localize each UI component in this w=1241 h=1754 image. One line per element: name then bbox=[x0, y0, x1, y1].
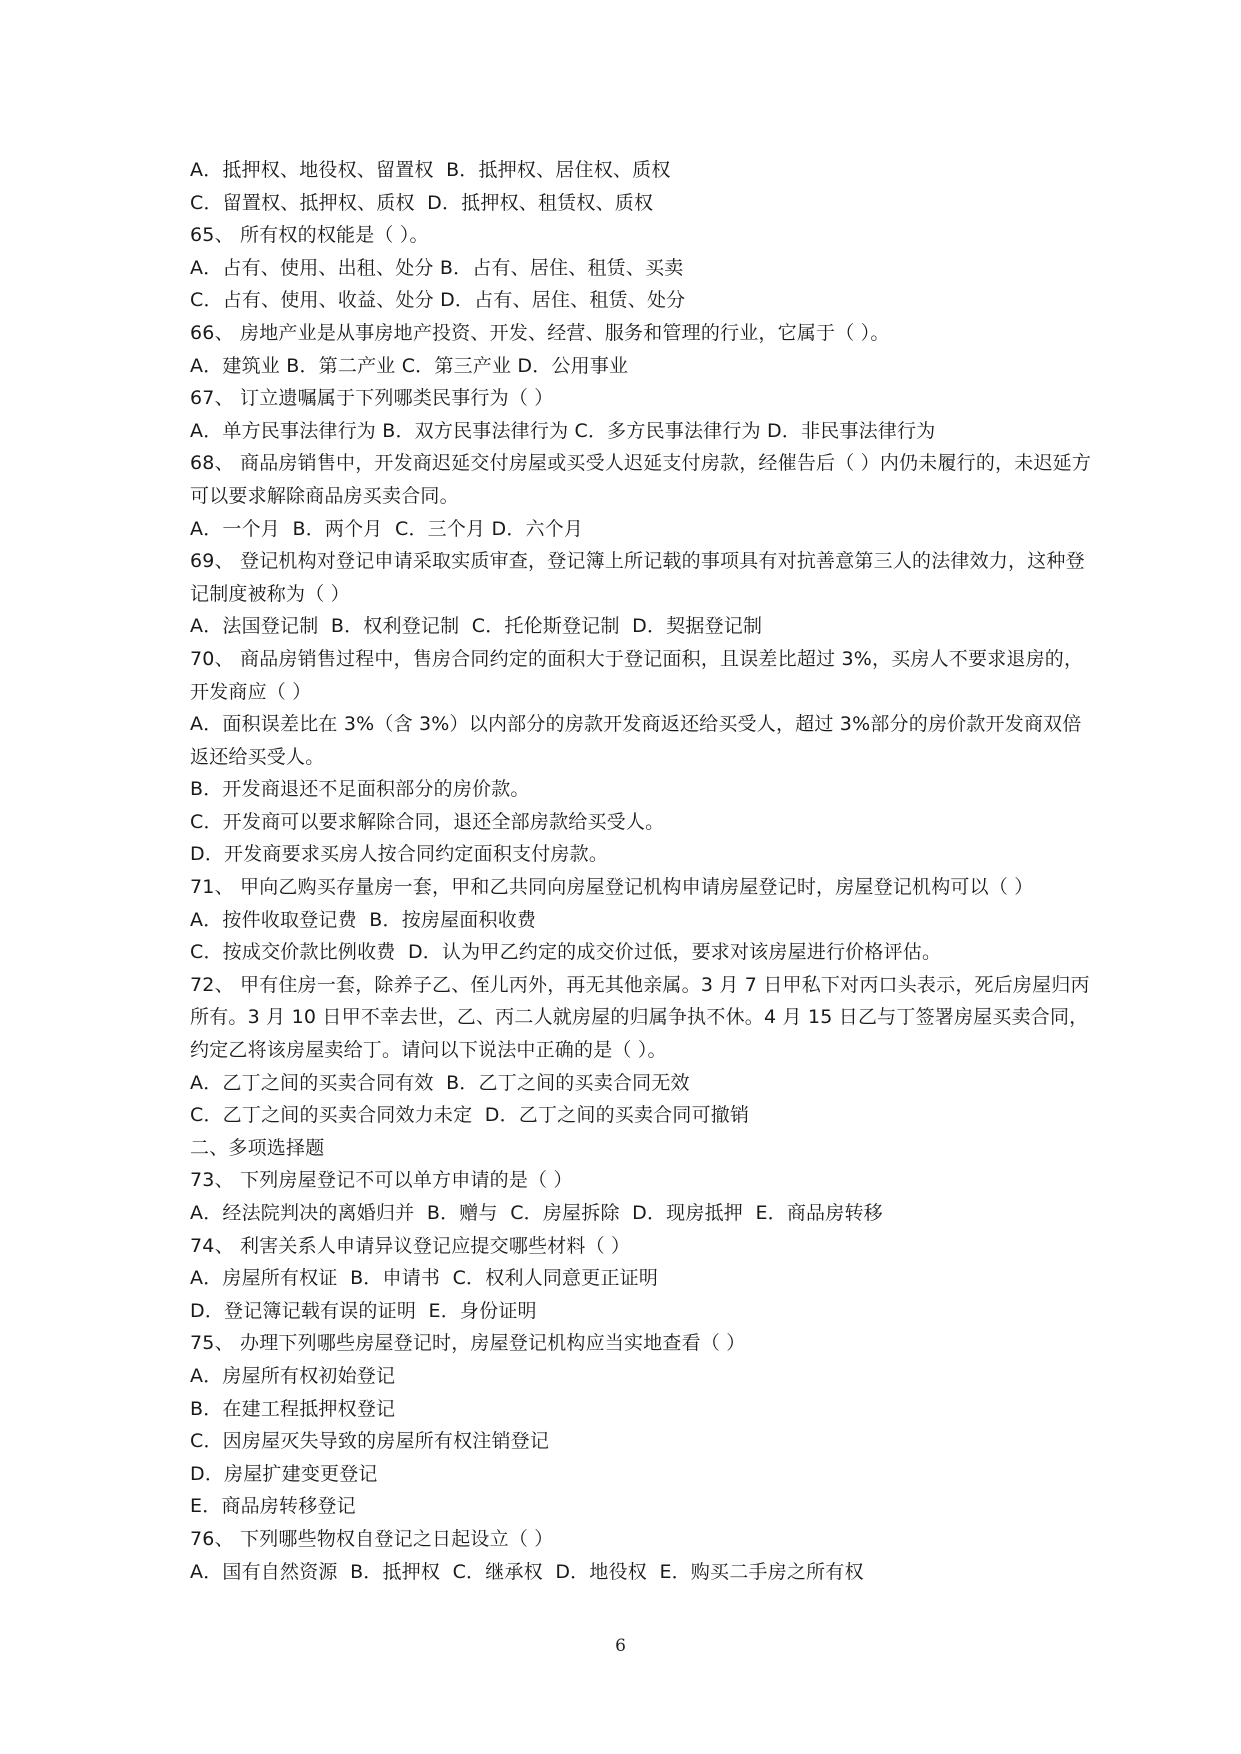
text-line: A．建筑业 B．第二产业 C．第三产业 D．公用事业 bbox=[190, 354, 629, 377]
question-68: 68、 商品房销售中，开发商迟延交付房屋或买受人迟延支付房款，经催告后（ ）内仍未履行的，未迟延方 bbox=[190, 452, 1092, 475]
text-line: 所有。3 月 10 日甲不幸去世，乙、丙二人就房屋的归属争执不休。4 月 15 日乙与丁签署房屋买卖合同， bbox=[190, 1006, 1089, 1029]
question-72: 72、 甲有住房一套，除养子乙、侄儿丙外，再无其他亲属。3 月 7 日甲私下对丙口头表示，死后房屋归丙 bbox=[190, 973, 1090, 996]
document-body bbox=[190, 154, 1092, 1588]
text-line: D．开发商要求买房人按合同约定面积支付房款。 bbox=[190, 843, 609, 866]
text-line: B．开发商退还不足面积部分的房价款。 bbox=[190, 778, 530, 801]
question-69: 69、 登记机构对登记申请采取实质审查，登记簿上所记载的事项具有对抗善意第三人的法律效力，这种登 bbox=[190, 550, 1085, 573]
text-line: 约定乙将该房屋卖给丁。请问以下说法中正确的是（ ）。 bbox=[190, 1039, 667, 1062]
text-line: C．乙丁之间的买卖合同效力未定 D．乙丁之间的买卖合同可撤销 bbox=[190, 1104, 750, 1127]
text-line: A．一个月 B．两个月 C．三个月 D．六个月 bbox=[190, 517, 584, 540]
text-line: A．面积误差比在 3%（含 3%）以内部分的房款开发商返还给买受人，超过 3%部分的房价款开发商双倍 bbox=[190, 713, 1082, 736]
text-line: E．商品房转移登记 bbox=[190, 1495, 356, 1518]
text-line: A．抵押权、地役权、留置权 B．抵押权、居住权、质权 bbox=[190, 159, 671, 181]
question-67: 67、 订立遗嘱属于下列哪类民事行为（ ） bbox=[190, 387, 554, 410]
text-line: A．国有自然资源 B．抵押权 C．继承权 D．地役权 E．购买二手房之所有权 bbox=[190, 1560, 864, 1583]
question-74: 74、 利害关系人申请异议登记应提交哪些材料（ ） bbox=[190, 1234, 631, 1257]
text-line: A．法国登记制 B．权利登记制 C．托伦斯登记制 D．契据登记制 bbox=[190, 615, 763, 638]
text-line: B．在建工程抵押权登记 bbox=[190, 1397, 396, 1420]
text-line: C．占有、使用、收益、处分 D．占有、居住、租赁、处分 bbox=[190, 289, 686, 312]
text-line: D．登记簿记载有误的证明 E．身份证明 bbox=[190, 1299, 537, 1322]
question-66: 66、 房地产业是从事房地产投资、开发、经营、服务和管理的行业，它属于（ ）。 bbox=[190, 321, 890, 344]
question-76: 76、 下列哪些物权自登记之日起设立（ ） bbox=[190, 1527, 554, 1550]
text-line: A．房屋所有权初始登记 bbox=[190, 1364, 396, 1387]
text-line: A．乙丁之间的买卖合同有效 B．乙丁之间的买卖合同无效 bbox=[190, 1071, 690, 1094]
text-line: C．开发商可以要求解除合同，退还全部房款给买受人。 bbox=[190, 810, 665, 833]
text-line: C．因房屋灭失导致的房屋所有权注销登记 bbox=[190, 1430, 550, 1453]
text-line: C．留置权、抵押权、质权 D．抵押权、租赁权、质权 bbox=[190, 191, 654, 214]
text-line: A．经法院判决的离婚归并 B．赠与 C．房屋拆除 D．现房抵押 E．商品房转移 bbox=[190, 1202, 883, 1224]
question-75: 75、 办理下列哪些房屋登记时，房屋登记机构应当实地查看（ ） bbox=[190, 1332, 746, 1355]
text-line: A．按件收取登记费 B．按房屋面积收费 bbox=[190, 908, 537, 931]
text-line: 记制度被称为（ ） bbox=[190, 582, 350, 605]
question-71: 71、 甲向乙购买存量房一套，甲和乙共同向房屋登记机构申请房屋登记时，房屋登记机构可以（ ） bbox=[190, 876, 1034, 899]
text-line: A．房屋所有权证 B．申请书 C．权利人同意更正证明 bbox=[190, 1267, 659, 1290]
text-line: A．占有、使用、出租、处分 B．占有、居住、租赁、买卖 bbox=[190, 256, 684, 279]
text-line: D．房屋扩建变更登记 bbox=[190, 1462, 378, 1485]
text-line: A．单方民事法律行为 B．双方民事法律行为 C．多方民事法律行为 D．非民事法律行为 bbox=[190, 419, 936, 442]
text-line: 可以要求解除商品房买卖合同。 bbox=[190, 484, 459, 507]
question-65: 65、 所有权的权能是（ ）。 bbox=[190, 224, 429, 247]
section-heading: 二、多项选择题 bbox=[190, 1136, 325, 1159]
page-number: 6 bbox=[615, 1636, 626, 1656]
question-70: 70、 商品房销售过程中，售房合同约定的面积大于登记面积，且误差比超过 3%，买房人不要求退房的， bbox=[190, 647, 1084, 670]
text-line: 开发商应（ ） bbox=[190, 680, 312, 703]
text-line: C．按成交价款比例收费 D．认为甲乙约定的成交价过低，要求对该房屋进行价格评估。 bbox=[190, 941, 942, 964]
question-73: 73、 下列房屋登记不可以单方申请的是（ ） bbox=[190, 1169, 573, 1192]
text-line: 返还给买受人。 bbox=[190, 745, 325, 768]
